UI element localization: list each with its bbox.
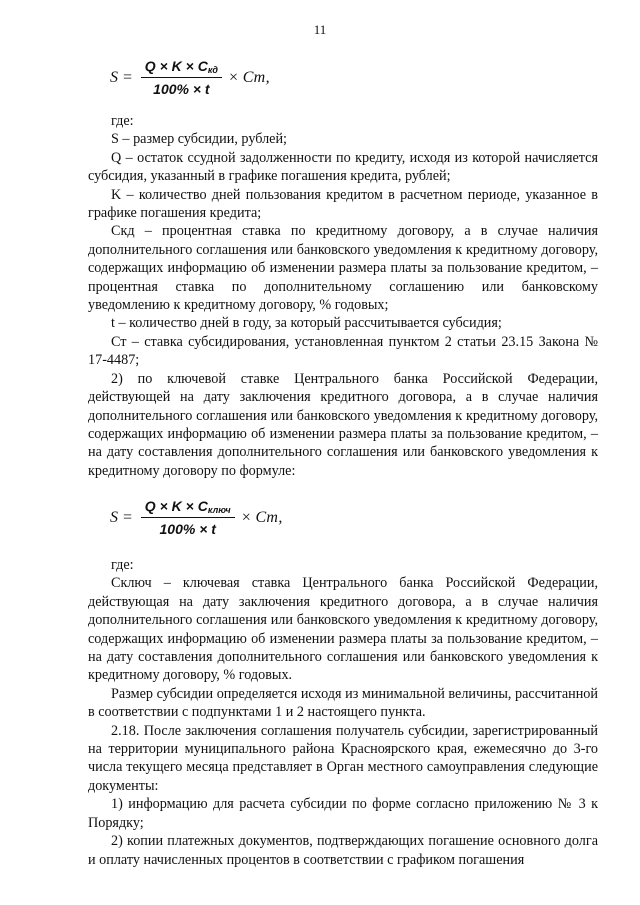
- paragraph: K – количество дней пользования кредитом в расчетном периоде, указанное в графике погашения кредита;: [88, 186, 598, 222]
- page-number: 11: [313, 22, 327, 37]
- formula-lhs: S =: [110, 508, 133, 526]
- paragraph: Размер субсидии определяется исходя из минимальной величины, рассчитанной в соответствии с подпунктами 1 и 2 настоящего пункта.: [88, 685, 598, 721]
- formula-numerator: $Q \times K \times C_{ключ}$: [141, 498, 235, 518]
- paragraph: Ст – ставка субсидирования, установленная пунктом 2 статьи 23.15 Закона № 17-4487;: [88, 333, 598, 369]
- paragraph: t – количество дней в году, за который рассчитывается субсидия;: [111, 315, 502, 332]
- paragraph: 2) копии платежных документов, подтверждающих погашение основного долга и оплату начисленных процентов в соответствии с графиком погашения: [88, 833, 598, 868]
- formula-numerator: $Q \times K \times C_{кд}$: [141, 58, 222, 78]
- formula-fraction: [141, 498, 235, 537]
- formula-rhs: × Ст,: [240, 508, 283, 526]
- paragraph: 1) информацию для расчета субсидии по форме согласно приложению № 3 к Порядку;: [88, 796, 598, 831]
- paragraph: S – размер субсидии, рублей;: [111, 131, 287, 148]
- paragraph: 2.18. После заключения соглашения получатель субсидии, зарегистрированный на территории муниципального района Красноярского края, ежемесячно до 3-го числа текущего месяца представляет в Орган местного самоуправления следующие документы:: [88, 722, 598, 794]
- paragraph: Скд – процентная ставка по кредитному договору, а в случае наличия дополнительного соглашения или банковского уведомления к кредитному договору, содержащих информацию об изменении размера платы за пользование кредитом, – процентная ставка по дополнительному соглашению или банковскому уведомлению к кредитному договору, % годовых;: [88, 223, 598, 314]
- formula-fraction: [141, 58, 222, 97]
- definitions-block-2: [88, 556, 598, 869]
- formula-lhs: S =: [110, 68, 133, 86]
- paragraph: Q – остаток ссудной задолженности по кредиту, исходя из которой начисляется субсидия, указанный в графике погашения кредита, рублей;: [88, 149, 598, 185]
- paragraph: 2) по ключевой ставке Центрального банка Российской Федерации, действующей на дату заключения кредитного договора, а в случае наличия дополнительного соглашения или банковского уведомления к кредитному договору, содержащих информацию об изменении размера платы за пользование кредитом, – на дату составления дополнительного соглашения или банковского уведомления к кредитному договору по формуле:: [88, 370, 598, 479]
- formula-subsidy-credit-rate: [110, 58, 270, 97]
- paragraph: Сключ – ключевая ставка Центрального банка Российской Федерации, действующая на дату заключения кредитного договора, а в случае наличия дополнительного соглашения или банковского уведомления к кредитному договору, содержащих информацию об изменении размера платы за пользование кредитом, – на дату составления дополнительного соглашения или банковского уведомления к кредитному договору, % годовых.: [88, 575, 598, 684]
- paragraph: где:: [111, 557, 134, 573]
- definitions-block-1: [88, 112, 598, 480]
- formula-rhs: × Ст,: [227, 68, 270, 86]
- formula-denominator: 100% × t: [159, 521, 216, 537]
- formula-subsidy-key-rate: [110, 498, 282, 537]
- formula-denominator: 100% × t: [153, 81, 210, 97]
- paragraph: где:: [111, 113, 134, 129]
